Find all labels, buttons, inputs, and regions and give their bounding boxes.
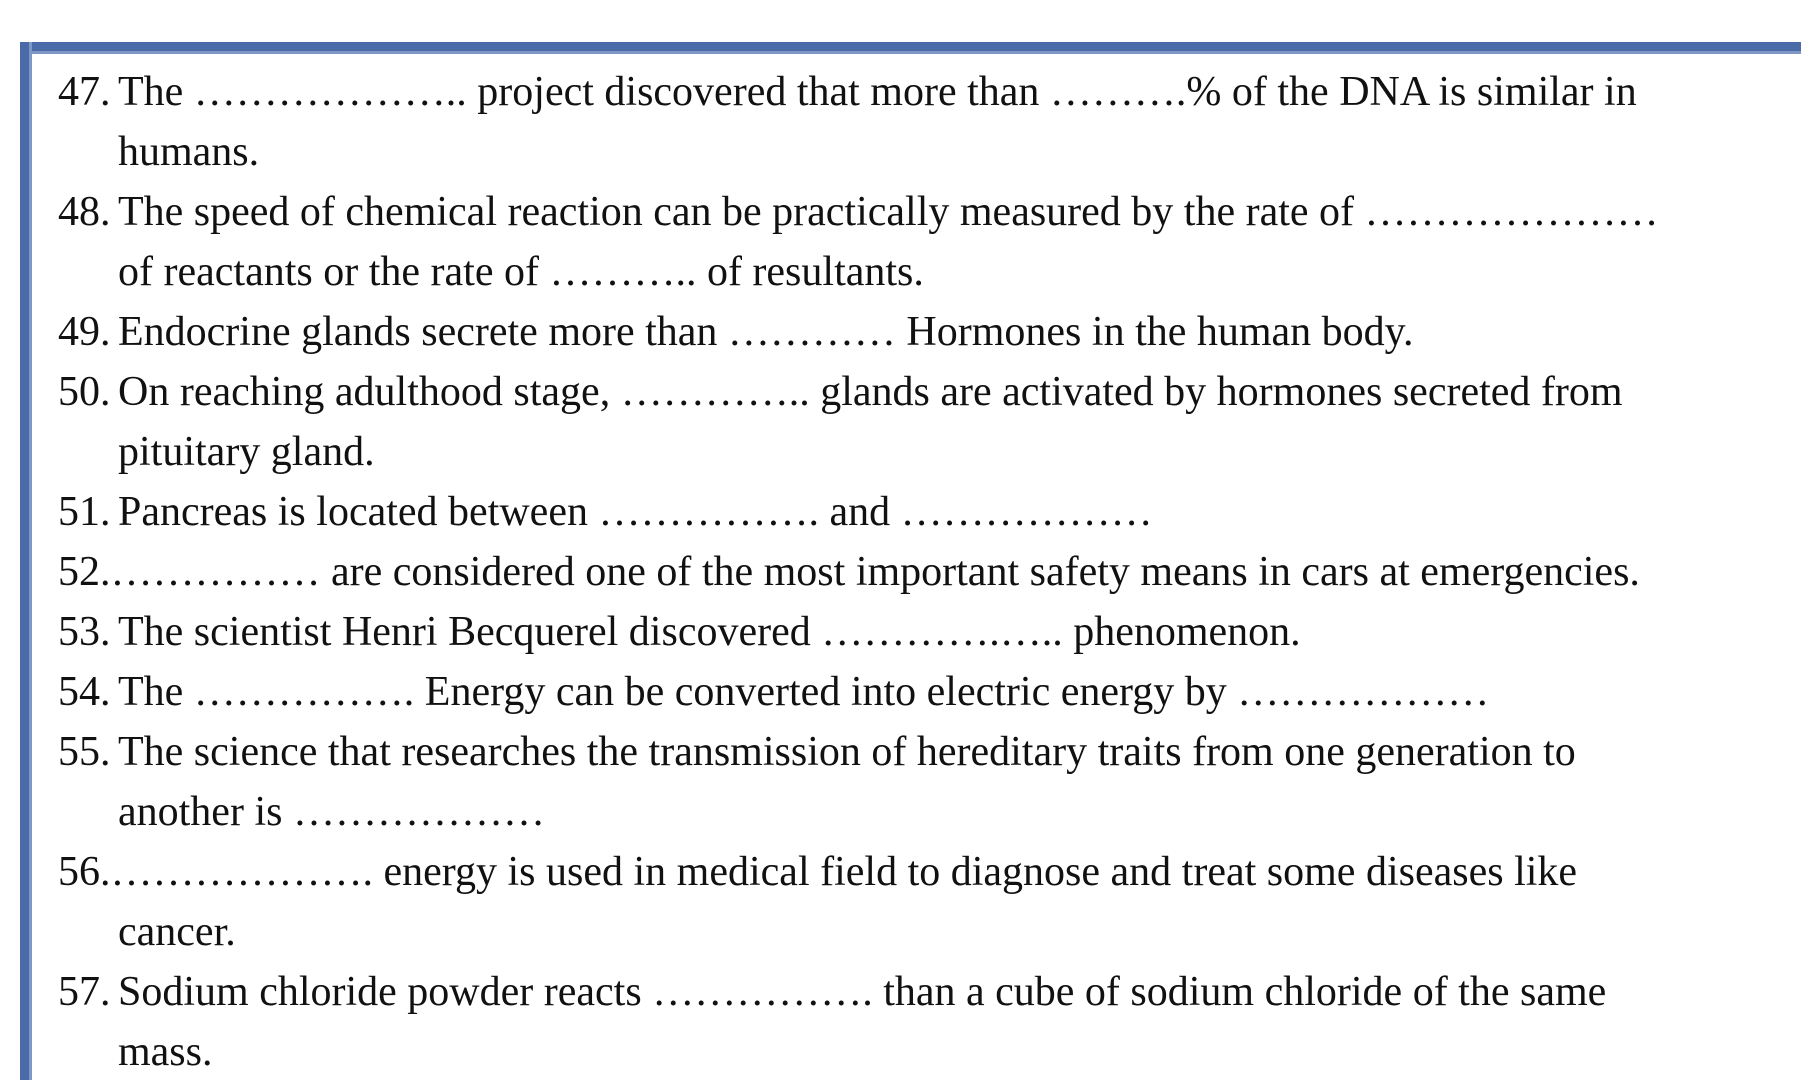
question-text: The speed of chemical reaction can be practically measured by the rate of …………………	[118, 189, 1659, 235]
question-text: On reaching adulthood stage, ………….. glands are activated by hormones secreted from	[118, 369, 1623, 415]
question-text: Endocrine glands secrete more than ………… Hormones in the human body.	[118, 309, 1414, 355]
question-number: 57.	[58, 969, 111, 1015]
question-number: 48.	[58, 189, 111, 235]
page-border-left	[20, 42, 32, 1080]
question-number: 56.	[58, 849, 111, 895]
question-57	[58, 962, 1798, 1080]
question-text-cont: mass.	[118, 1029, 213, 1075]
question-number: 53.	[58, 609, 111, 655]
question-number: 47.	[58, 69, 111, 115]
question-text-cont: pituitary gland.	[118, 429, 375, 475]
question-51	[58, 482, 1798, 542]
question-number: 55.	[58, 729, 111, 775]
question-text-cont: humans.	[118, 129, 260, 175]
question-text: The ……………. Energy can be converted into electric energy by ………………	[118, 669, 1490, 715]
question-text: The science that researches the transmission of hereditary traits from one generation to	[118, 729, 1576, 775]
question-54	[58, 662, 1798, 722]
question-list	[58, 62, 1798, 1080]
question-number: 52.	[58, 549, 111, 595]
page-border-top	[20, 42, 1801, 54]
question-text: The scientist Henri Becquerel discovered ………….….. phenomenon.	[118, 609, 1301, 655]
question-text: …………… are considered one of the most important safety means in cars at emergencies.	[110, 549, 1640, 595]
question-50	[58, 362, 1798, 482]
question-number: 49.	[58, 309, 111, 355]
question-47	[58, 62, 1798, 182]
question-55	[58, 722, 1798, 842]
question-text: Sodium chloride powder reacts ……………. than a cube of sodium chloride of the same	[118, 969, 1607, 1015]
question-number: 54.	[58, 669, 111, 715]
question-53	[58, 602, 1798, 662]
question-text-cont: another is ………………	[118, 789, 545, 835]
question-number: 51.	[58, 489, 111, 535]
question-48	[58, 182, 1798, 302]
question-text-cont: of reactants or the rate of ……….. of resultants.	[118, 249, 924, 295]
question-text: The ……………….. project discovered that more than ……….% of the DNA is similar in	[118, 69, 1637, 115]
question-text-cont: cancer.	[118, 909, 236, 955]
question-56	[58, 842, 1798, 962]
question-text: Pancreas is located between ……………. and ………………	[118, 489, 1153, 535]
question-52	[58, 542, 1798, 602]
question-49	[58, 302, 1798, 362]
question-text: ………………. energy is used in medical field to diagnose and treat some diseases like	[110, 849, 1578, 895]
question-number: 50.	[58, 369, 111, 415]
